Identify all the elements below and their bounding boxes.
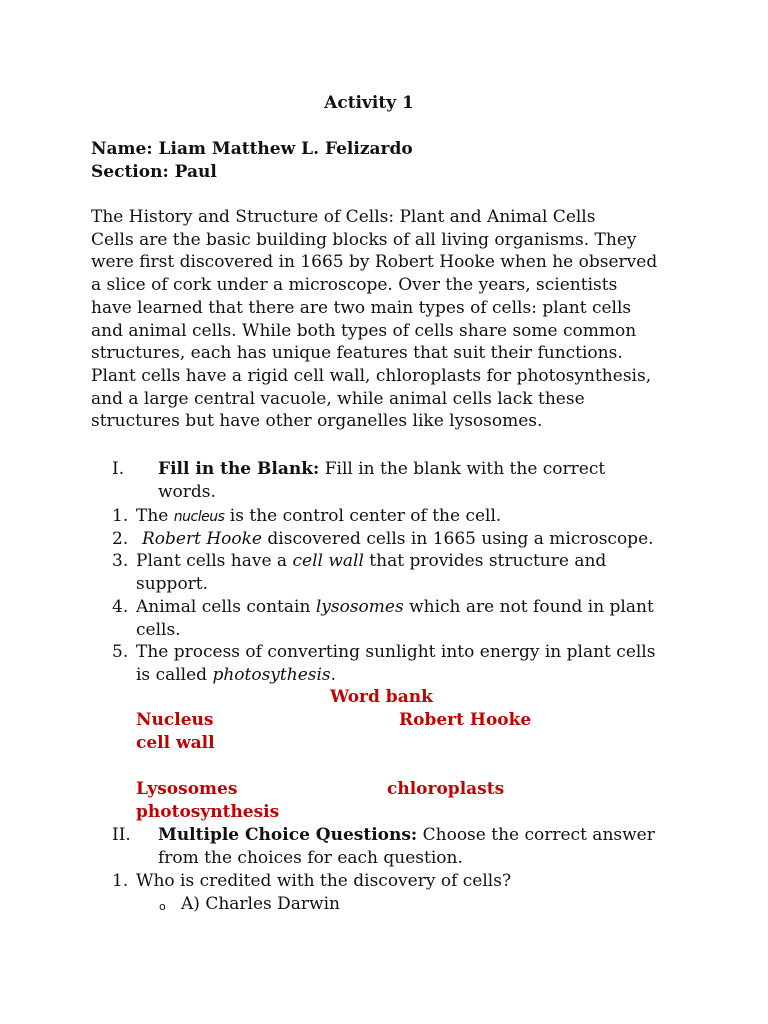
word-bank-item: Nucleus — [136, 710, 214, 730]
activity-title: Activity 1 — [324, 93, 414, 113]
q5-post: . — [330, 665, 337, 685]
q2-text — [142, 528, 654, 551]
part1-heading-line — [158, 458, 605, 481]
q5-number: 5. — [112, 642, 129, 662]
intro-heading: The History and Structure of Cells: Plant and Animal Cells — [91, 207, 596, 227]
part1-instruction-cont: words. — [158, 482, 216, 502]
intro-paragraph — [91, 206, 691, 433]
q3-number: 3. — [112, 551, 129, 571]
q5-answer: photosythesis — [212, 665, 331, 685]
part2-instruction: Choose the correct answer — [417, 825, 655, 845]
q5-pre: is called — [136, 665, 213, 685]
intro-line: and a large central vacuole, while animal cells lack these — [91, 388, 585, 409]
mc-q1-number: 1. — [112, 871, 129, 891]
q4-post: which are not found in plant — [403, 597, 654, 617]
word-bank-item: Lysosomes — [136, 779, 238, 799]
q3-text-cont: support. — [136, 574, 209, 594]
word-bank-item: cell wall — [136, 733, 215, 753]
q5-text-cont — [136, 664, 336, 687]
q1-number: 1. — [112, 506, 129, 526]
q4-text-cont: cells. — [136, 620, 181, 640]
word-bank-item: photosynthesis — [136, 802, 280, 822]
part2-numeral: II. — [112, 825, 131, 845]
bullet-icon: o — [159, 900, 166, 913]
q4-text — [136, 596, 654, 619]
mc-q1-option-a: A) Charles Darwin — [181, 894, 340, 914]
part1-heading: Fill in the Blank: — [158, 459, 320, 479]
intro-line: Plant cells have a rigid cell wall, chloroplasts for photosynthesis, — [91, 365, 652, 386]
part2-heading-line — [158, 824, 655, 847]
word-bank-title: Word bank — [330, 687, 433, 707]
intro-line: structures but have other organelles like lysosomes. — [91, 411, 543, 432]
word-bank-item: Robert Hooke — [399, 710, 532, 730]
part2-heading: Multiple Choice Questions: — [158, 825, 418, 845]
mc-q1-text: Who is credited with the discovery of cells? — [136, 871, 512, 891]
intro-line: Cells are the basic building blocks of all living organisms. They — [91, 229, 637, 250]
part1-instruction: Fill in the blank with the correct — [319, 459, 606, 479]
word-bank-item: chloroplasts — [387, 779, 505, 799]
q3-text — [136, 550, 606, 573]
intro-line: and animal cells. While both types of cells share some common — [91, 320, 637, 341]
q1-text — [136, 505, 501, 529]
q1-pre: The — [136, 506, 174, 526]
q4-answer: lysosomes — [315, 597, 404, 617]
intro-line: have learned that there are two main types of cells: plant cells — [91, 297, 632, 318]
intro-line: a slice of cork under a microscope. Over the years, scientists — [91, 275, 618, 296]
part1-numeral: I. — [112, 459, 125, 479]
q3-pre: Plant cells have a — [136, 551, 293, 571]
intro-line: structures, each has unique features that suit their functions. — [91, 343, 623, 364]
q2-number: 2. — [112, 529, 129, 549]
q1-answer: nucleus — [173, 509, 225, 525]
part2-instruction-cont: from the choices for each question. — [158, 848, 463, 868]
q4-number: 4. — [112, 597, 129, 617]
q1-post: is the control center of the cell. — [224, 506, 502, 526]
q5-text: The process of converting sunlight into energy in plant cells — [136, 642, 656, 662]
student-name: Name: Liam Matthew L. Felizardo — [91, 139, 413, 159]
q4-pre: Animal cells contain — [136, 597, 316, 617]
q2-post: discovered cells in 1665 using a microscope. — [262, 529, 654, 549]
q3-post: that provides structure and — [363, 551, 607, 571]
q3-answer: cell wall — [292, 551, 364, 571]
intro-line: were first discovered in 1665 by Robert Hooke when he observed — [91, 252, 658, 273]
student-section: Section: Paul — [91, 162, 217, 182]
q2-answer: Robert Hooke — [142, 529, 262, 549]
